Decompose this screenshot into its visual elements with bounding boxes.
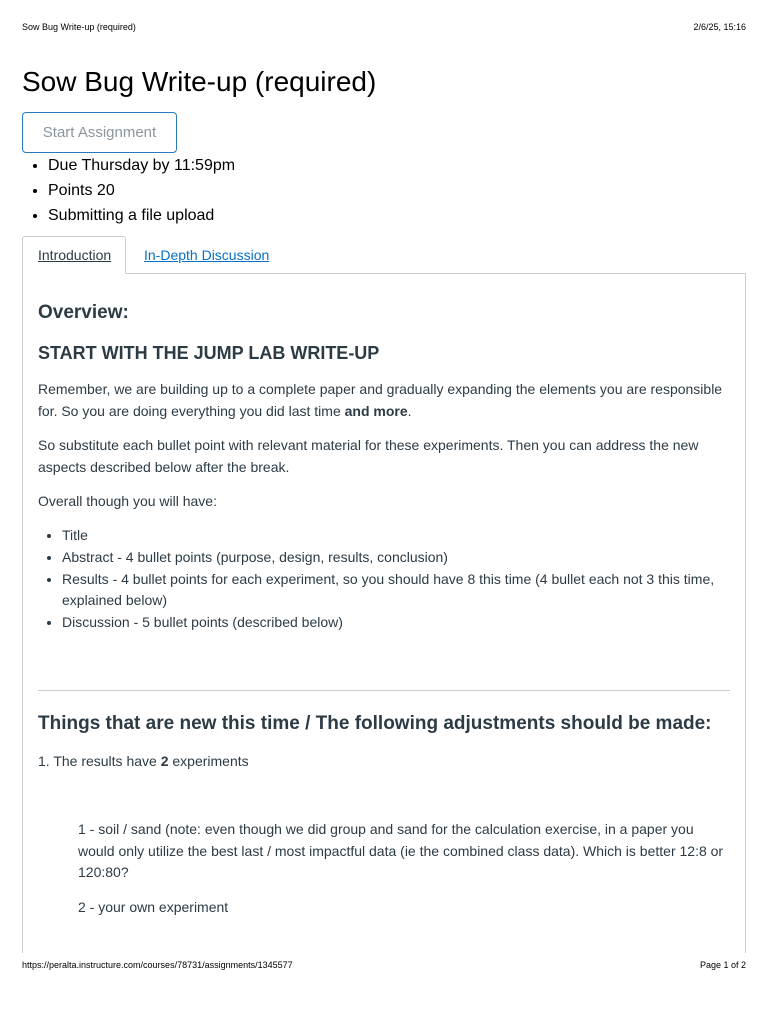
start-heading: START WITH THE JUMP LAB WRITE-UP	[38, 343, 380, 363]
intro-bold-text: and more	[344, 402, 408, 419]
start-assignment-button[interactable]: Start Assignment	[22, 112, 177, 153]
new-this-time-heading: Things that are new this time / The following adjustments should be made:	[38, 713, 712, 734]
experiment-2: 2 - your own experiment	[78, 899, 229, 915]
intro-paragraph	[38, 379, 730, 422]
list-item: • Abstract - 4 bullet points (purpose, design, results, conclusion)	[62, 547, 752, 569]
print-footer	[22, 960, 746, 970]
intro-text: Remember, we are building up to a complete paper and gradually expanding the elements you are responsible for. So you are doing everything you did last time	[38, 381, 723, 419]
intro-end: .	[407, 402, 412, 419]
print-header-datetime: 2/6/25, 15:16	[693, 22, 746, 32]
points: • Points 20	[48, 178, 235, 203]
results-paragraph	[38, 751, 730, 773]
due-date: • Due Thursday by 11:59pm	[48, 153, 235, 178]
print-header-title: Sow Bug Write-up (required)	[22, 22, 136, 32]
tab-in-depth-discussion[interactable]	[129, 236, 284, 273]
experiment-1: 1 - soil / sand (note: even though we did group and sand for the calculation exercise, in a paper you would only utilize the best last / most impactful data (ie the combined class data). Which is better 12:8 or 120:80?	[78, 821, 724, 880]
overall-paragraph: Overall though you will have:	[38, 493, 217, 509]
substitute-paragraph: So substitute each bullet point with relevant material for these experiments. Then you can address the new aspects described below after the break.	[38, 437, 699, 475]
page-url: https://peralta.instructure.com/courses/78731/assignments/1345577	[22, 960, 293, 970]
print-header	[22, 22, 746, 32]
results-suffix: experiments	[168, 753, 249, 769]
list-item: • Discussion - 5 bullet points (described below)	[62, 612, 752, 634]
tab-introduction-label: Introduction	[38, 247, 112, 263]
tab-bar	[22, 236, 746, 274]
list-item: • Title	[62, 525, 752, 547]
overview-heading: Overview:	[38, 302, 129, 323]
results-prefix: 1. The results have	[38, 753, 161, 769]
page-number: Page 1 of 2	[699, 960, 746, 970]
list-item: • Results - 4 bullet points for each experiment, so you should have 8 this time (4 bullet each not 3 this time, explained below)	[62, 569, 752, 613]
tab-in-depth-discussion-label: In-Depth Discussion	[144, 246, 270, 263]
paper-elements-list	[38, 525, 752, 634]
section-divider	[38, 690, 730, 691]
page-title: Sow Bug Write-up (required)	[22, 66, 377, 97]
results-count: 2	[160, 753, 169, 769]
submission-type: • Submitting a file upload	[48, 203, 235, 228]
tab-introduction[interactable]	[22, 236, 126, 274]
assignment-details	[22, 153, 235, 228]
